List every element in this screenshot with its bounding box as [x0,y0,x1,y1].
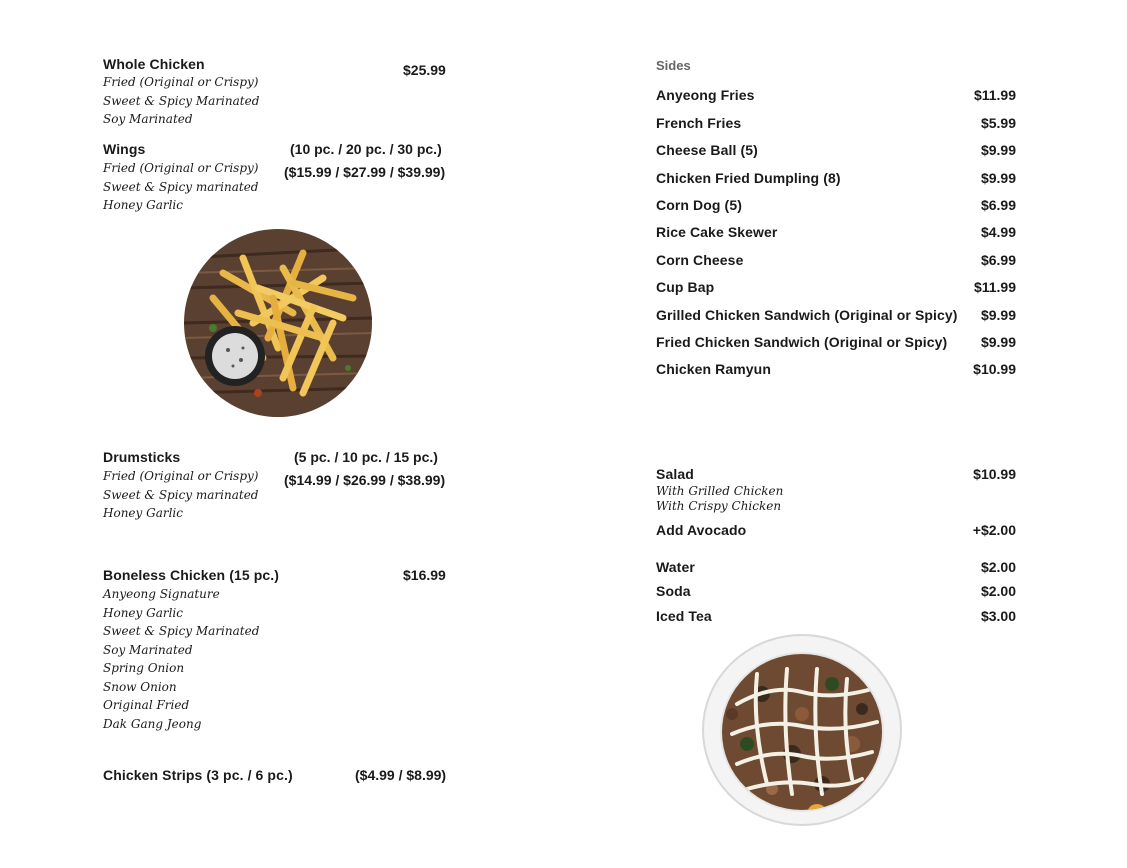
list-item [656,559,1016,579]
item-price: $4.99 [980,224,1016,240]
list-item [656,608,1016,628]
wings-prices: ($15.99 / $27.99 / $39.99) [284,164,446,180]
salad-title: Salad [656,466,694,482]
item-name: Cup Bap [656,279,715,295]
option: Sweet & Spicy marinated [103,487,259,502]
list-item [656,334,1016,354]
item-name: Chicken Ramyun [656,361,771,377]
wings-options [103,159,258,215]
wings-sizes: (10 pc. / 20 pc. / 30 pc.) [290,141,442,157]
wings-title: Wings [103,141,146,157]
item-name: Rice Cake Skewer [656,224,778,240]
option: Original Fried [103,698,190,712]
option: Fried (Original or Crispy) [103,75,259,89]
boneless-price: $16.99 [403,567,446,583]
option: Fried (Original or Crispy) [103,161,259,175]
item-name: French Fries [656,115,742,131]
list-item [656,142,1016,162]
list-item [656,252,1016,272]
option: Anyeong Signature [103,587,220,601]
sides-heading: Sides [656,58,691,73]
drumsticks-prices: ($14.99 / $26.99 / $38.99) [284,472,446,488]
item-price: $10.99 [973,361,1016,377]
item-name: Grilled Chicken Sandwich (Original or Spicy) [656,307,958,323]
item-name: Iced Tea [656,608,712,624]
item-price: $9.99 [980,307,1016,323]
option: Soy Marinated [103,112,193,126]
item-price: $9.99 [980,334,1016,350]
list-item [656,279,1016,299]
strips-title: Chicken Strips (3 pc. / 6 pc.) [103,767,293,783]
add-avocado-row [656,522,1016,542]
option: With Grilled Chicken [656,484,784,498]
salad-options [656,484,783,514]
option: Honey Garlic [103,605,183,620]
item-price: $3.00 [980,608,1016,624]
item-price: $9.99 [980,170,1016,186]
item-price: $9.99 [980,142,1016,158]
option: Honey Garlic [103,506,183,520]
item-name: Chicken Fried Dumpling (8) [656,170,841,186]
salad-row [656,466,1016,486]
cup-bap-photo [702,634,902,828]
drumsticks-title: Drumsticks [103,449,181,465]
item-price: $2.00 [980,559,1016,575]
salad-price: $10.99 [973,466,1016,482]
option: Snow Onion [103,679,177,694]
list-item [656,307,1016,327]
item-price: $11.99 [973,279,1016,295]
option: Fried (Original or Crispy) [103,469,259,483]
strips-prices: ($4.99 / $8.99) [355,767,447,783]
whole-chicken-options [103,73,259,129]
item-price: $6.99 [980,197,1016,213]
drumsticks-options [103,467,258,523]
list-item [656,224,1016,244]
boneless-options [103,585,259,733]
item-price: $11.99 [973,87,1016,103]
list-item [656,361,1016,381]
item-name: Anyeong Fries [656,87,755,103]
item-name: Soda [656,583,691,599]
list-item [656,115,1016,135]
whole-chicken-price: $25.99 [403,62,446,78]
addon-name: Add Avocado [656,522,747,538]
option: Honey Garlic [103,198,183,212]
whole-chicken-title: Whole Chicken [103,56,205,72]
option: Sweet & Spicy marinated [103,179,259,194]
option: Spring Onion [103,661,185,675]
fries-photo [183,228,373,418]
addon-price: +$2.00 [972,522,1016,538]
list-item [656,170,1016,190]
item-name: Fried Chicken Sandwich (Original or Spicy) [656,334,948,350]
item-name: Cheese Ball (5) [656,142,758,158]
list-item [656,197,1016,217]
list-item [656,87,1016,107]
item-name: Corn Cheese [656,252,744,268]
option: With Crispy Chicken [656,499,782,513]
drumsticks-sizes: (5 pc. / 10 pc. / 15 pc.) [294,449,438,465]
item-price: $5.99 [980,115,1016,131]
boneless-title: Boneless Chicken (15 pc.) [103,567,280,583]
item-name: Corn Dog (5) [656,197,742,213]
item-price: $2.00 [980,583,1016,599]
item-price: $6.99 [980,252,1016,268]
item-name: Water [656,559,695,575]
option: Sweet & Spicy Marinated [103,624,260,638]
option: Sweet & Spicy Marinated [103,93,260,108]
option: Soy Marinated [103,642,193,657]
option: Dak Gang Jeong [103,716,202,731]
list-item [656,583,1016,603]
